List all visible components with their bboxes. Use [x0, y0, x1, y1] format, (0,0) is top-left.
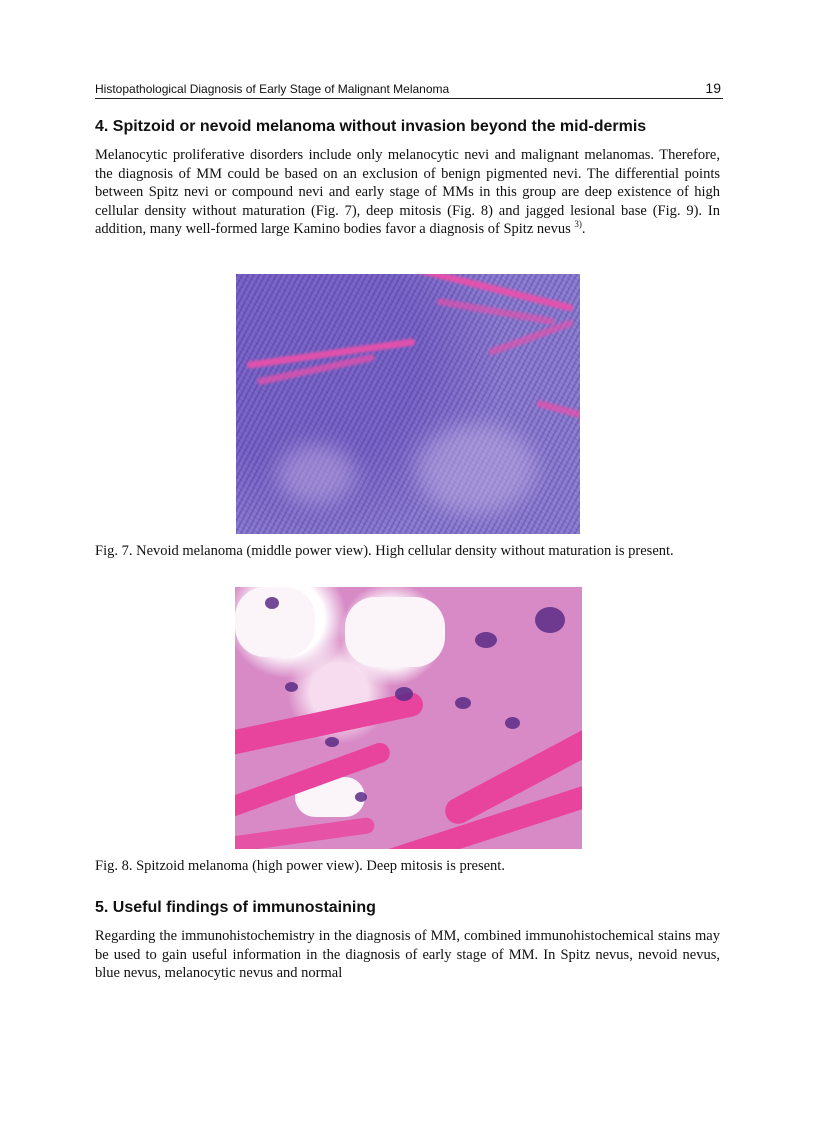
figure-8-caption: Fig. 8. Spitzoid melanoma (high power view). Deep mitosis is present. — [95, 858, 505, 874]
running-title: Histopathological Diagnosis of Early Stage of Malignant Melanoma — [95, 82, 450, 96]
section-5-heading: 5. Useful findings of immunostaining — [95, 899, 376, 916]
section-5-paragraph: Regarding the immunohistochemistry in the diagnosis of MM, combined immunohistochemical stains may be used to gain useful information in the diagnosis of early stage of MM. In Spitz nevus, nevoid nevus, blue nevus, melanocytic nevus and normal — [95, 928, 720, 982]
section-4-paragraph — [95, 146, 720, 239]
citation-3: 3) — [574, 219, 582, 230]
page-number: 19 — [705, 80, 721, 96]
figure-7-micrograph — [236, 274, 580, 534]
section-4-paragraph-end: . — [581, 221, 586, 238]
figure-7-caption: Fig. 7. Nevoid melanoma (middle power view). High cellular density without maturation is present. — [95, 543, 674, 559]
running-header — [95, 80, 723, 99]
section-4-heading: 4. Spitzoid or nevoid melanoma without invasion beyond the mid-dermis — [95, 118, 647, 135]
section-4-text: Melanocytic proliferative disorders include only melanocytic nevi and malignant melanomas. Therefore, the diagnosis of MM could be based on an exclusion of benign pigmented nevi. The differential points between Spitz nevi or compound nevi and early stage of MMs in this group are deep existence of high cellular density without maturation (Fig. 7), deep mitosis (Fig. 8) and jagged lesional base (Fig. 9). In addition, many well-formed large Kamino bodies favor a diagnosis of Spitz nevus — [95, 147, 720, 238]
figure-8-micrograph — [235, 587, 582, 849]
